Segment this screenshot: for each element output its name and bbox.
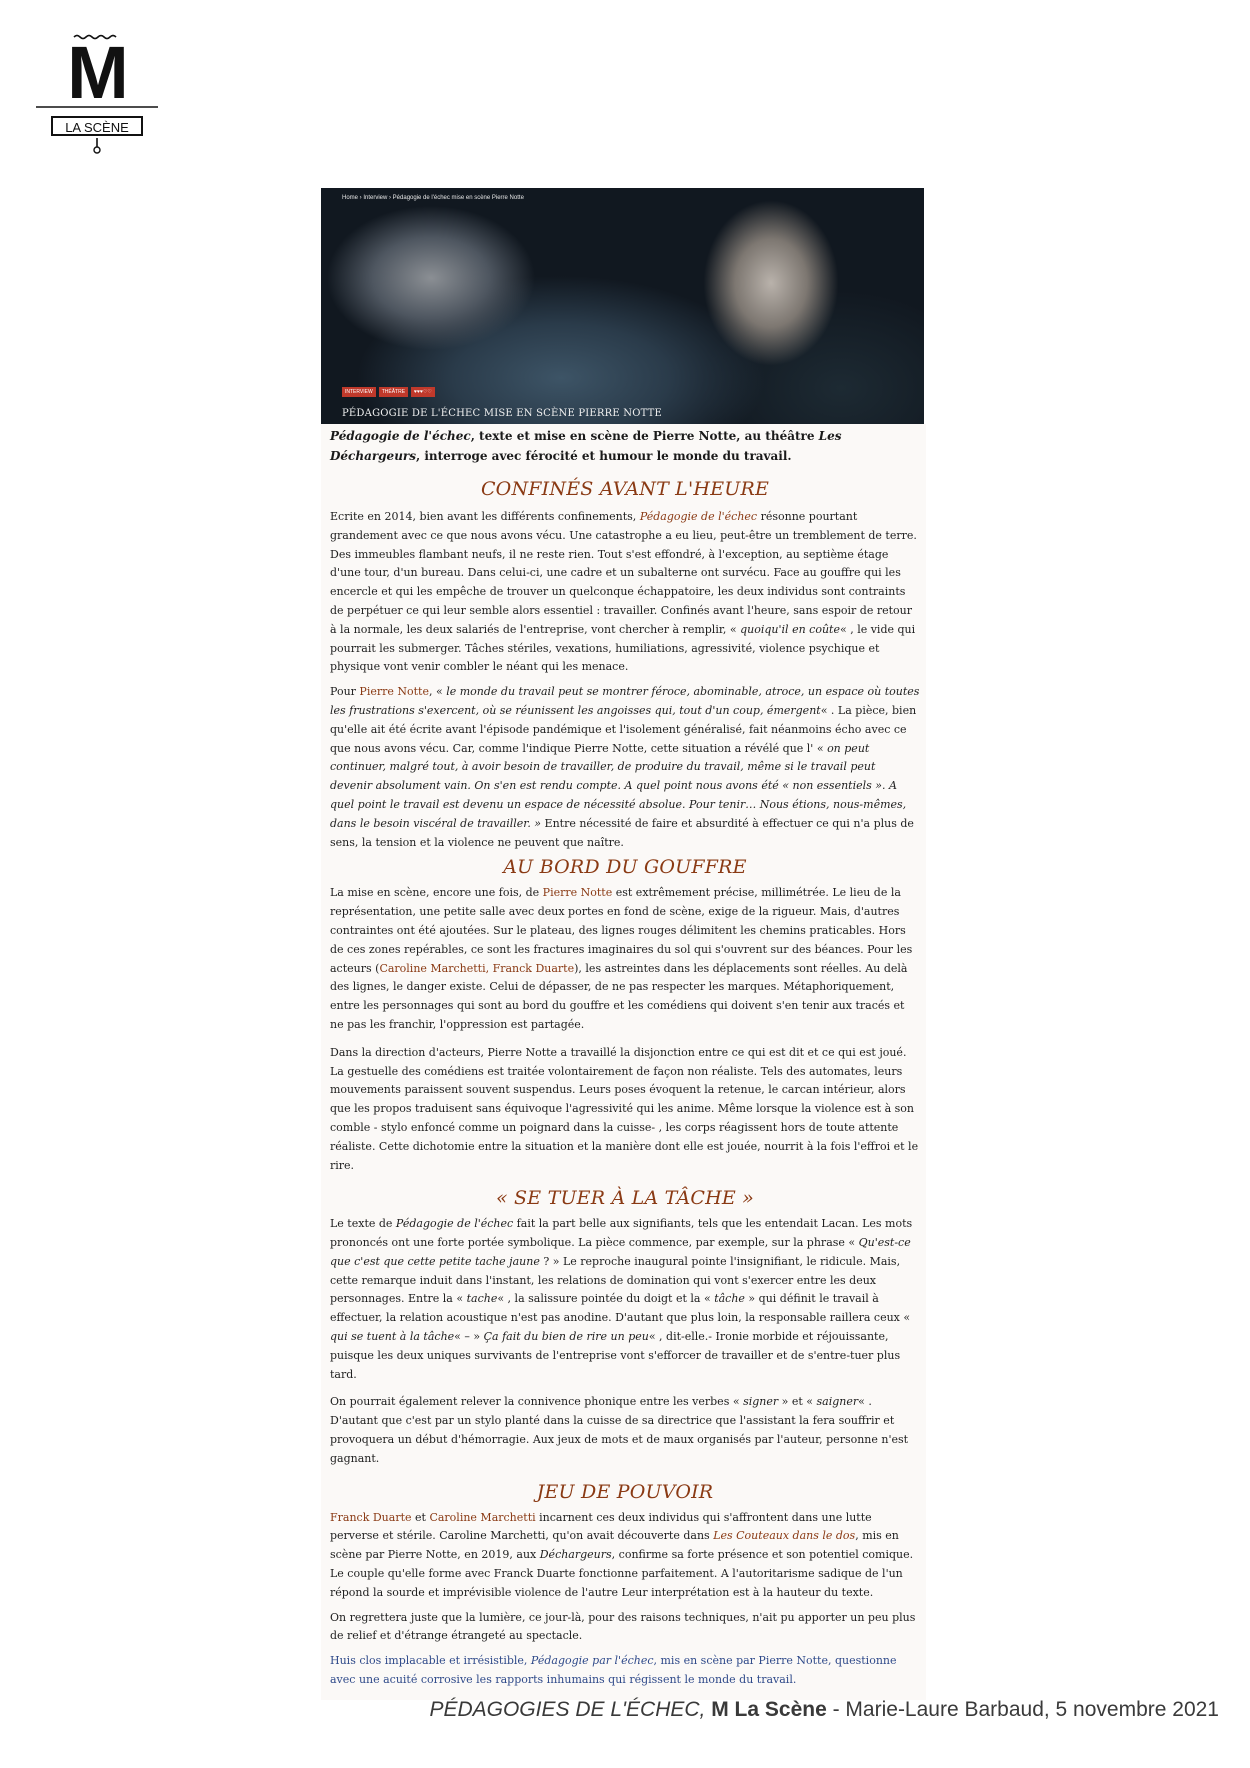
text: « , le vide qui pourrait les submerger. Tâches stériles, vexations, humiliations, agressivité, violence psychique et physique vont venir combler le néant qui les menace. [330, 622, 916, 674]
section-heading: CONFINÉS AVANT L'HEURE [480, 478, 770, 500]
quote: tâche [714, 1292, 745, 1306]
quote: qui se tuent à la tâche [330, 1330, 455, 1344]
credit-title: PÉDAGOGIES DE L'ÉCHEC, [429, 1698, 706, 1721]
quote: quoiqu'il en coûte [740, 622, 840, 636]
text: » qui définit le travail à effectuer, la relation acoustique n'est pas anodine. D'autant que plus loin, la responsable raillera ceux « [330, 1292, 911, 1325]
text: , mis en scène par Pierre Notte, questionne avec une acuité corrosive les rapports inhumains qui régissent le monde du travail. [330, 1654, 897, 1687]
section-heading: JEU DE POUVOIR [536, 1480, 714, 1503]
link-pierre-notte[interactable]: Pierre Notte [542, 886, 613, 900]
paragraph [330, 1393, 920, 1468]
paragraph [330, 884, 920, 1034]
text: ? » Le reproche inaugural pointe l'insignifiant, le ridicule. Mais, cette remarque induit dans l'instant, les relations de domination qui vont s'exercer entre les deux personnages. Entre la « [330, 1254, 901, 1306]
credit-byline: - Marie-Laure Barbaud, 5 novembre 2021 [826, 1698, 1219, 1721]
tag-theatre[interactable]: THÉÂTRE [379, 387, 408, 397]
article-body [321, 424, 926, 1700]
site-logo [36, 31, 158, 156]
text: est extrêmement précise, millimétrée. Le lieu de la représentation, une petite salle avec deux portes en fond de scène, exige de la rigueur. Mais, d'autres contraintes ont été ajoutées. Sur le plateau, des lignes rouges délimitent les chemins praticables. Hors de ces zones repérables, ce sont les fractures imaginaires du sol qui s'ouvrent sur des béances. Pour les acteurs ( [330, 886, 913, 975]
paragraph [330, 683, 920, 852]
quote: on peut continuer, malgré tout, à avoir besoin de travailler, de produire du travail, même si le travail peut devenir absolument vain. On s'en est rendu compte. A quel point nous avons été « non essentiels ». A quel point le travail est devenu un espace de nécessité absolue. Pour tenir… Nous étions, nous-mêmes, dans le besoin viscéral de travailler. » [330, 741, 907, 830]
text: et [411, 1510, 430, 1524]
text: « . D'autant que c'est par un stylo planté dans la cuisse de sa directrice que l'assistant la fera souffrir et provoquera un début d'hémorragie. Aux jeux de mots et de maux organisés par l'auteur, personne n'est gagnant. [330, 1395, 909, 1465]
intro-work-title: Pédagogie de l'échec [330, 429, 471, 443]
quote: signer [743, 1395, 779, 1409]
intro-text: , interroge avec férocité et humour le monde du travail. [416, 449, 792, 463]
text: résonne pourtant grandement avec ce que nous avons vécu. Une catastrophe a eu lieu, peut-être un tremblement de terre. Des immeubles flambant neufs, il ne reste rien. Tout s'est effondré, à l'exception, au septième étage d'une tour, d'un bureau. Dans celui-ci, une cadre et un subalterne ont survécu. Face au gouffre qui les encercle et qui les empêche de trouver un quelconque échappatoire, les deux individus sont contraints de perpétuer ce qui leur semble alors essentiel : travailler. Confinés avant l'heure, sans espoir de retour à la normale, les deux salariés de l'entreprise, vont chercher à remplir, « [330, 510, 917, 636]
text: Le texte de [330, 1217, 396, 1231]
work-title: Pédagogie par l'échec [530, 1654, 654, 1668]
text: « – » [454, 1330, 484, 1344]
quote: saigner [816, 1395, 859, 1409]
section-se-tuer [321, 1175, 926, 1468]
paragraph [330, 1509, 920, 1603]
paragraph: On regrettera juste que la lumière, ce jour-là, pour des raisons techniques, n'ait pu apporter un peu plus de relief et d'étrange étrangeté au spectacle. [330, 1610, 916, 1643]
intro-venue: Les Déchargeurs [330, 429, 842, 463]
link-caroline-marchetti[interactable]: Caroline Marchetti [429, 1510, 536, 1524]
text: Entre nécessité de faire et absurdité à effectuer ce qui n'a plus de sens, la tension et la violence ne peuvent que naître. [330, 816, 914, 849]
logo-letter: M [67, 31, 127, 114]
quote: le monde du travail peut se montrer féroce, abominable, atroce, un espace où toutes les frustrations s'exercent, où se réunissent les angoisses qui, tout d'un coup, émergent [330, 685, 920, 717]
section-heading: AU BORD DU GOUFFRE [503, 856, 747, 879]
page-credit [429, 1698, 1219, 1722]
text: fait la part belle aux signifiants, tels que les entendait Lacan. Les mots prononcés ont une forte portée symbolique. La pièce commence, par exemple, sur la phrase « [330, 1217, 913, 1250]
text: , mis en scène par Pierre Notte, en 2019, aux [330, 1529, 899, 1562]
intro-text: , texte et mise en scène de Pierre Notte, au théâtre [470, 429, 819, 443]
text: On pourrait également relever la connivence phonique entre les verbes « [330, 1395, 744, 1409]
work-title: Pédagogie de l'échec [395, 1217, 514, 1231]
link-work[interactable]: Pédagogie de l'échec [639, 510, 758, 523]
text: « . La pièce, bien qu'elle ait été écrite avant l'épisode pandémique et l'isolement généralisé, fait néanmoins écho avec ce que nous avons vécu. Car, comme l'indique Pierre Notte, cette situation a révélé que l' « [330, 703, 917, 755]
hero-title: PÉDAGOGIE DE L'ÉCHEC MISE EN SCÈNE PIERRE NOTTE [342, 408, 663, 419]
text: « , la salissure pointée du doigt et la « [497, 1292, 715, 1306]
intro-paragraph [321, 424, 926, 476]
section-jeu-de-pouvoir [321, 1469, 926, 1700]
breadcrumb[interactable]: Home › Interview › Pédagogie de l'échec mise en scène Pierre Notte [342, 195, 524, 201]
tag-interview[interactable]: INTERVIEW [342, 387, 376, 397]
quote: Qu'est-ce que c'est que cette petite tache jaune [330, 1236, 911, 1268]
paragraph [330, 508, 920, 677]
text: , confirme sa forte présence et son potentiel comique. Le couple qu'elle forme avec Franck Duarte fonctionne parfaitement. A l'autoritarisme sadique de l'un répond la sourde et imprévisible violence de l'autre Leur interprétation est à la hauteur du texte. [330, 1548, 914, 1599]
section-confines [321, 476, 926, 852]
venue: Déchargeurs [539, 1548, 612, 1562]
credit-publication: M La Scène [705, 1698, 827, 1721]
hero-image [321, 188, 924, 424]
paragraph: Dans la direction d'acteurs, Pierre Notte a travaillé la disjonction entre ce qui est dit et ce qui est joué. La gestuelle des comédiens est traitée volontairement de façon non réaliste. Tels des automates, leurs mouvements paraissent souvent suspendus. Leurs poses évoquent la retenue, le carcan intérieur, alors que les propos traduisent sans équivoque l'agressivité qui les anime. Même lorsque la violence est à son comble - stylo enfoncé comme un poignard dans la cuisse- , les corps réagissent hors de toute attente réaliste. Cette dichotomie entre la situation et la manière dont elle est jouée, nourrit à la fois l'effroi et le rire. [330, 1045, 919, 1172]
text: ), les astreintes dans les déplacements sont réelles. Au delà des lignes, le danger existe. Celui de dépasser, de ne pas respecter les marques. Métaphoriquement, entre les personnages qui sont au bord du gouffre et les comédiens qui doivent s'en tenir aux tracés et ne pas les franchir, l'oppression est partagée. [330, 961, 908, 1031]
link-actors[interactable]: Caroline Marchetti, Franck Duarte [379, 961, 575, 975]
quote: tache [466, 1292, 498, 1306]
tag-list [342, 387, 435, 397]
section-heading: « SE TUER À LA TÂCHE » [495, 1187, 755, 1210]
logo-subtitle: LA SCÈNE [51, 116, 143, 136]
text: Pour [330, 685, 360, 699]
rating-hearts: ♥♥♥♡♡ [411, 387, 435, 397]
text: Huis clos implacable et irrésistible, [330, 1654, 531, 1668]
article [321, 188, 926, 1700]
text: Ecrite en 2014, bien avant les différents confinements, [330, 510, 640, 523]
text: incarnent ces deux individus qui s'affrontent dans une lutte perverse et stérile. Caroline Marchetti, qu'on avait découverte dans [330, 1510, 872, 1543]
link-pierre-notte[interactable]: Pierre Notte [359, 685, 429, 699]
quote: Ça fait du bien de rire un peu [483, 1330, 649, 1344]
text: » et « [778, 1395, 817, 1409]
text: , « [428, 685, 447, 699]
section-bord-du-gouffre [321, 852, 926, 1175]
text: La mise en scène, encore une fois, de [330, 886, 543, 900]
link-franck-duarte[interactable]: Franck Duarte [330, 1510, 412, 1524]
paragraph [330, 1215, 920, 1384]
text: « , dit-elle.- Ironie morbide et réjouissante, puisque les deux uniques survivants de l'entreprise vont s'efforcer de travailler et de s'entre-tuer plus tard. [330, 1330, 901, 1381]
link-couteaux[interactable]: Les Couteaux dans le dos [713, 1529, 856, 1543]
conclusion-paragraph [330, 1652, 920, 1690]
